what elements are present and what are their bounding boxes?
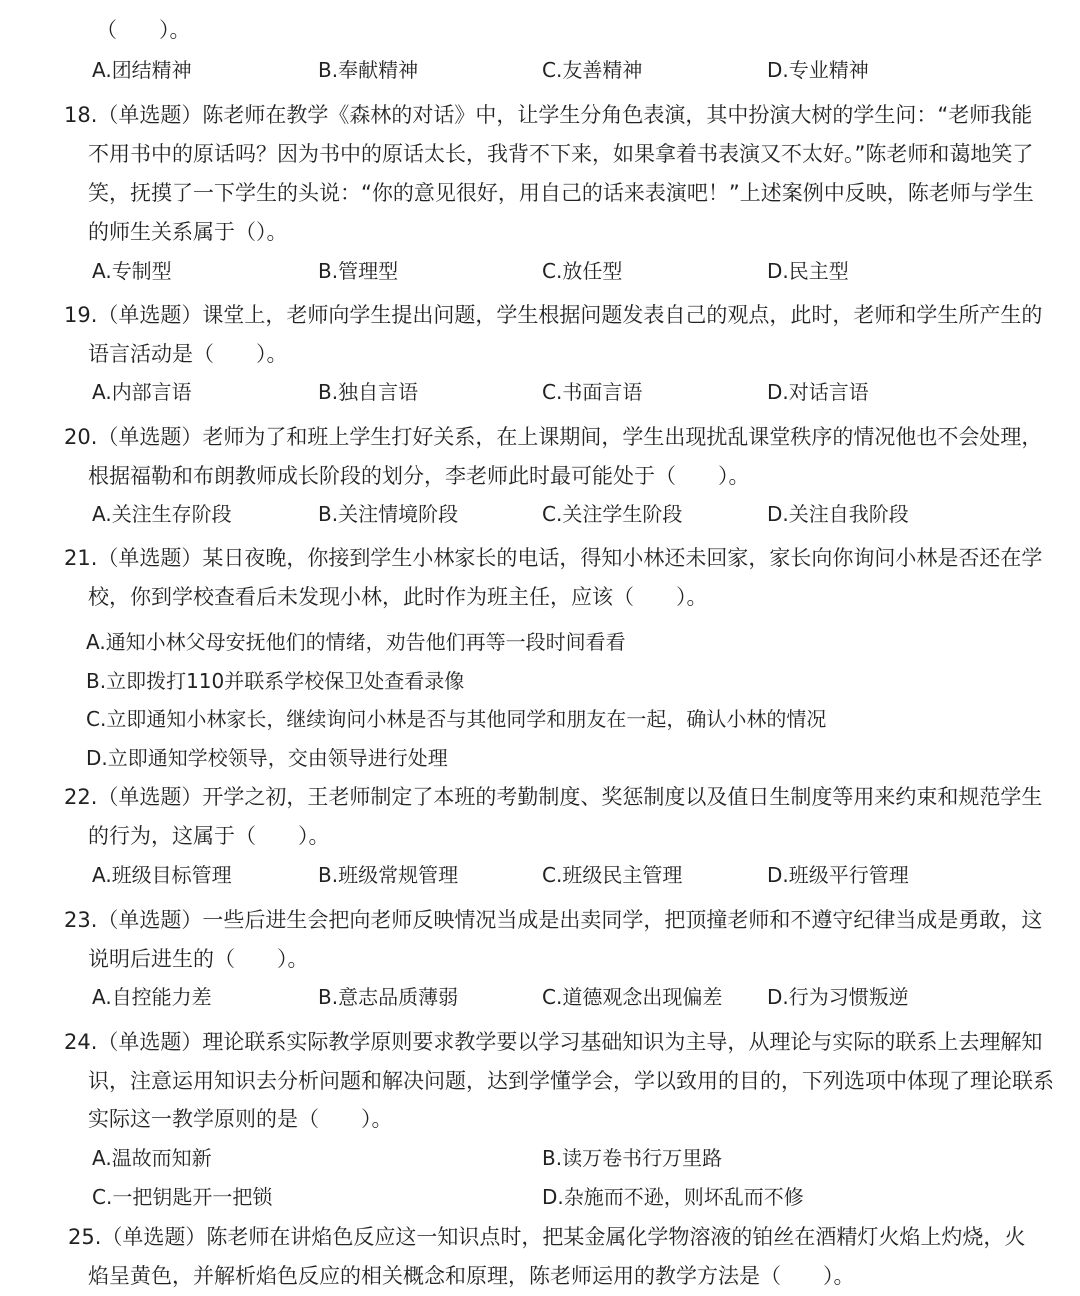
question-text-line: 实际这一教学原则的是（ ）。 [88,1107,393,1131]
option-a: A.专制型 [92,259,172,283]
option-a: A.通知小林父母安抚他们的情绪，劝告他们再等一段时间看看 [86,630,626,654]
question-text-line: 的师生关系属于（）。 [88,220,288,244]
option-c: C.一把钥匙开一把锁 [92,1185,273,1209]
option-c: C.友善精神 [542,58,643,82]
question-text-line: 23.（单选题）一些后进生会把向老师反映情况当成是出卖同学，把顶撞老师和不遵守纪律当成是勇敢，这 [64,908,1043,932]
option-b: B.奉献精神 [318,58,419,82]
question-text-line: 20.（单选题）老师为了和班上学生打好关系，在上课期间，学生出现扰乱课堂秩序的情况他也不会处理， [64,425,1043,449]
option-a: A.班级目标管理 [92,863,232,887]
question-blank: （ ）。 [96,18,191,42]
option-a: A.温故而知新 [92,1146,212,1170]
question-text-line: 笑，抚摸了一下学生的头说：“你的意见很好，用自己的话来表演吧！”上述案例中反映，陈老师与学生 [88,181,1034,205]
option-a: A.自控能力差 [92,985,212,1009]
option-b: B.立即拨打110并联系学校保卫处查看录像 [86,669,465,693]
question-text-line: 22.（单选题）开学之初，王老师制定了本班的考勤制度、奖惩制度以及值日生制度等用来约束和规范学生 [64,785,1043,809]
option-d: D.专业精神 [767,58,869,82]
option-c: C.书面言语 [542,380,643,404]
option-b: B.管理型 [318,259,399,283]
option-b: B.独自言语 [318,380,419,404]
option-d: D.杂施而不逊，则坏乱而不修 [542,1185,804,1209]
question-text-line: 的行为，这属于（ ）。 [88,824,330,848]
option-b: B.关注情境阶段 [318,502,459,526]
option-d: D.民主型 [767,259,849,283]
option-a: A.关注生存阶段 [92,502,232,526]
question-text-line: 说明后进生的（ ）。 [88,947,309,971]
question-text-line: 不用书中的原话吗？因为书中的原话太长，我背不下来，如果拿着书表演又不太好。”陈老师和蔼地笑了 [88,142,1034,166]
option-c: C.关注学生阶段 [542,502,683,526]
question-text-line: 识，注意运用知识去分析问题和解决问题，达到学懂学会，学以致用的目的，下列选项中体现了理论联系 [88,1069,1054,1093]
option-d: D.立即通知学校领导，交由领导进行处理 [86,746,448,770]
option-b: B.班级常规管理 [318,863,459,887]
option-c: C.班级民主管理 [542,863,683,887]
question-text-line: 根据福勒和布朗教师成长阶段的划分，李老师此时最可能处于（ ）。 [88,464,750,488]
option-d: D.对话言语 [767,380,869,404]
option-c: C.放任型 [542,259,623,283]
question-text-line: 18.（单选题）陈老师在教学《森林的对话》中，让学生分角色表演，其中扮演大树的学生问：“老师我能 [64,103,1033,127]
question-text-line: 校，你到学校查看后未发现小林，此时作为班主任，应该（ ）。 [88,585,708,609]
option-b: B.意志品质薄弱 [318,985,459,1009]
option-d: D.关注自我阶段 [767,502,909,526]
question-text-line: 焰呈黄色，并解析焰色反应的相关概念和原理，陈老师运用的教学方法是（ ）。 [88,1264,855,1288]
option-b: B.读万卷书行万里路 [542,1146,723,1170]
option-c: C.道德观念出现偏差 [542,985,723,1009]
option-a: A.内部言语 [92,380,192,404]
option-d: D.班级平行管理 [767,863,909,887]
question-text-line: 24.（单选题）理论联系实际教学原则要求教学要以学习基础知识为主导，从理论与实际的联系上去理解知 [64,1030,1043,1054]
question-text-line: 19.（单选题）课堂上，老师向学生提出问题，学生根据问题发表自己的观点，此时，老师和学生所产生的 [64,303,1043,327]
question-text-line: 21.（单选题）某日夜晚，你接到学生小林家长的电话，得知小林还未回家，家长向你询问小林是否还在学 [64,546,1043,570]
option-a: A.团结精神 [92,58,192,82]
question-text-line: 语言活动是（ ）。 [88,342,288,366]
question-text-line: 25.（单选题）陈老师在讲焰色反应这一知识点时，把某金属化学物溶液的铂丝在酒精灯火焰上灼烧，火 [68,1225,1026,1249]
option-c: C.立即通知小林家长，继续询问小林是否与其他同学和朋友在一起，确认小林的情况 [86,707,827,731]
option-d: D.行为习惯叛逆 [767,985,909,1009]
